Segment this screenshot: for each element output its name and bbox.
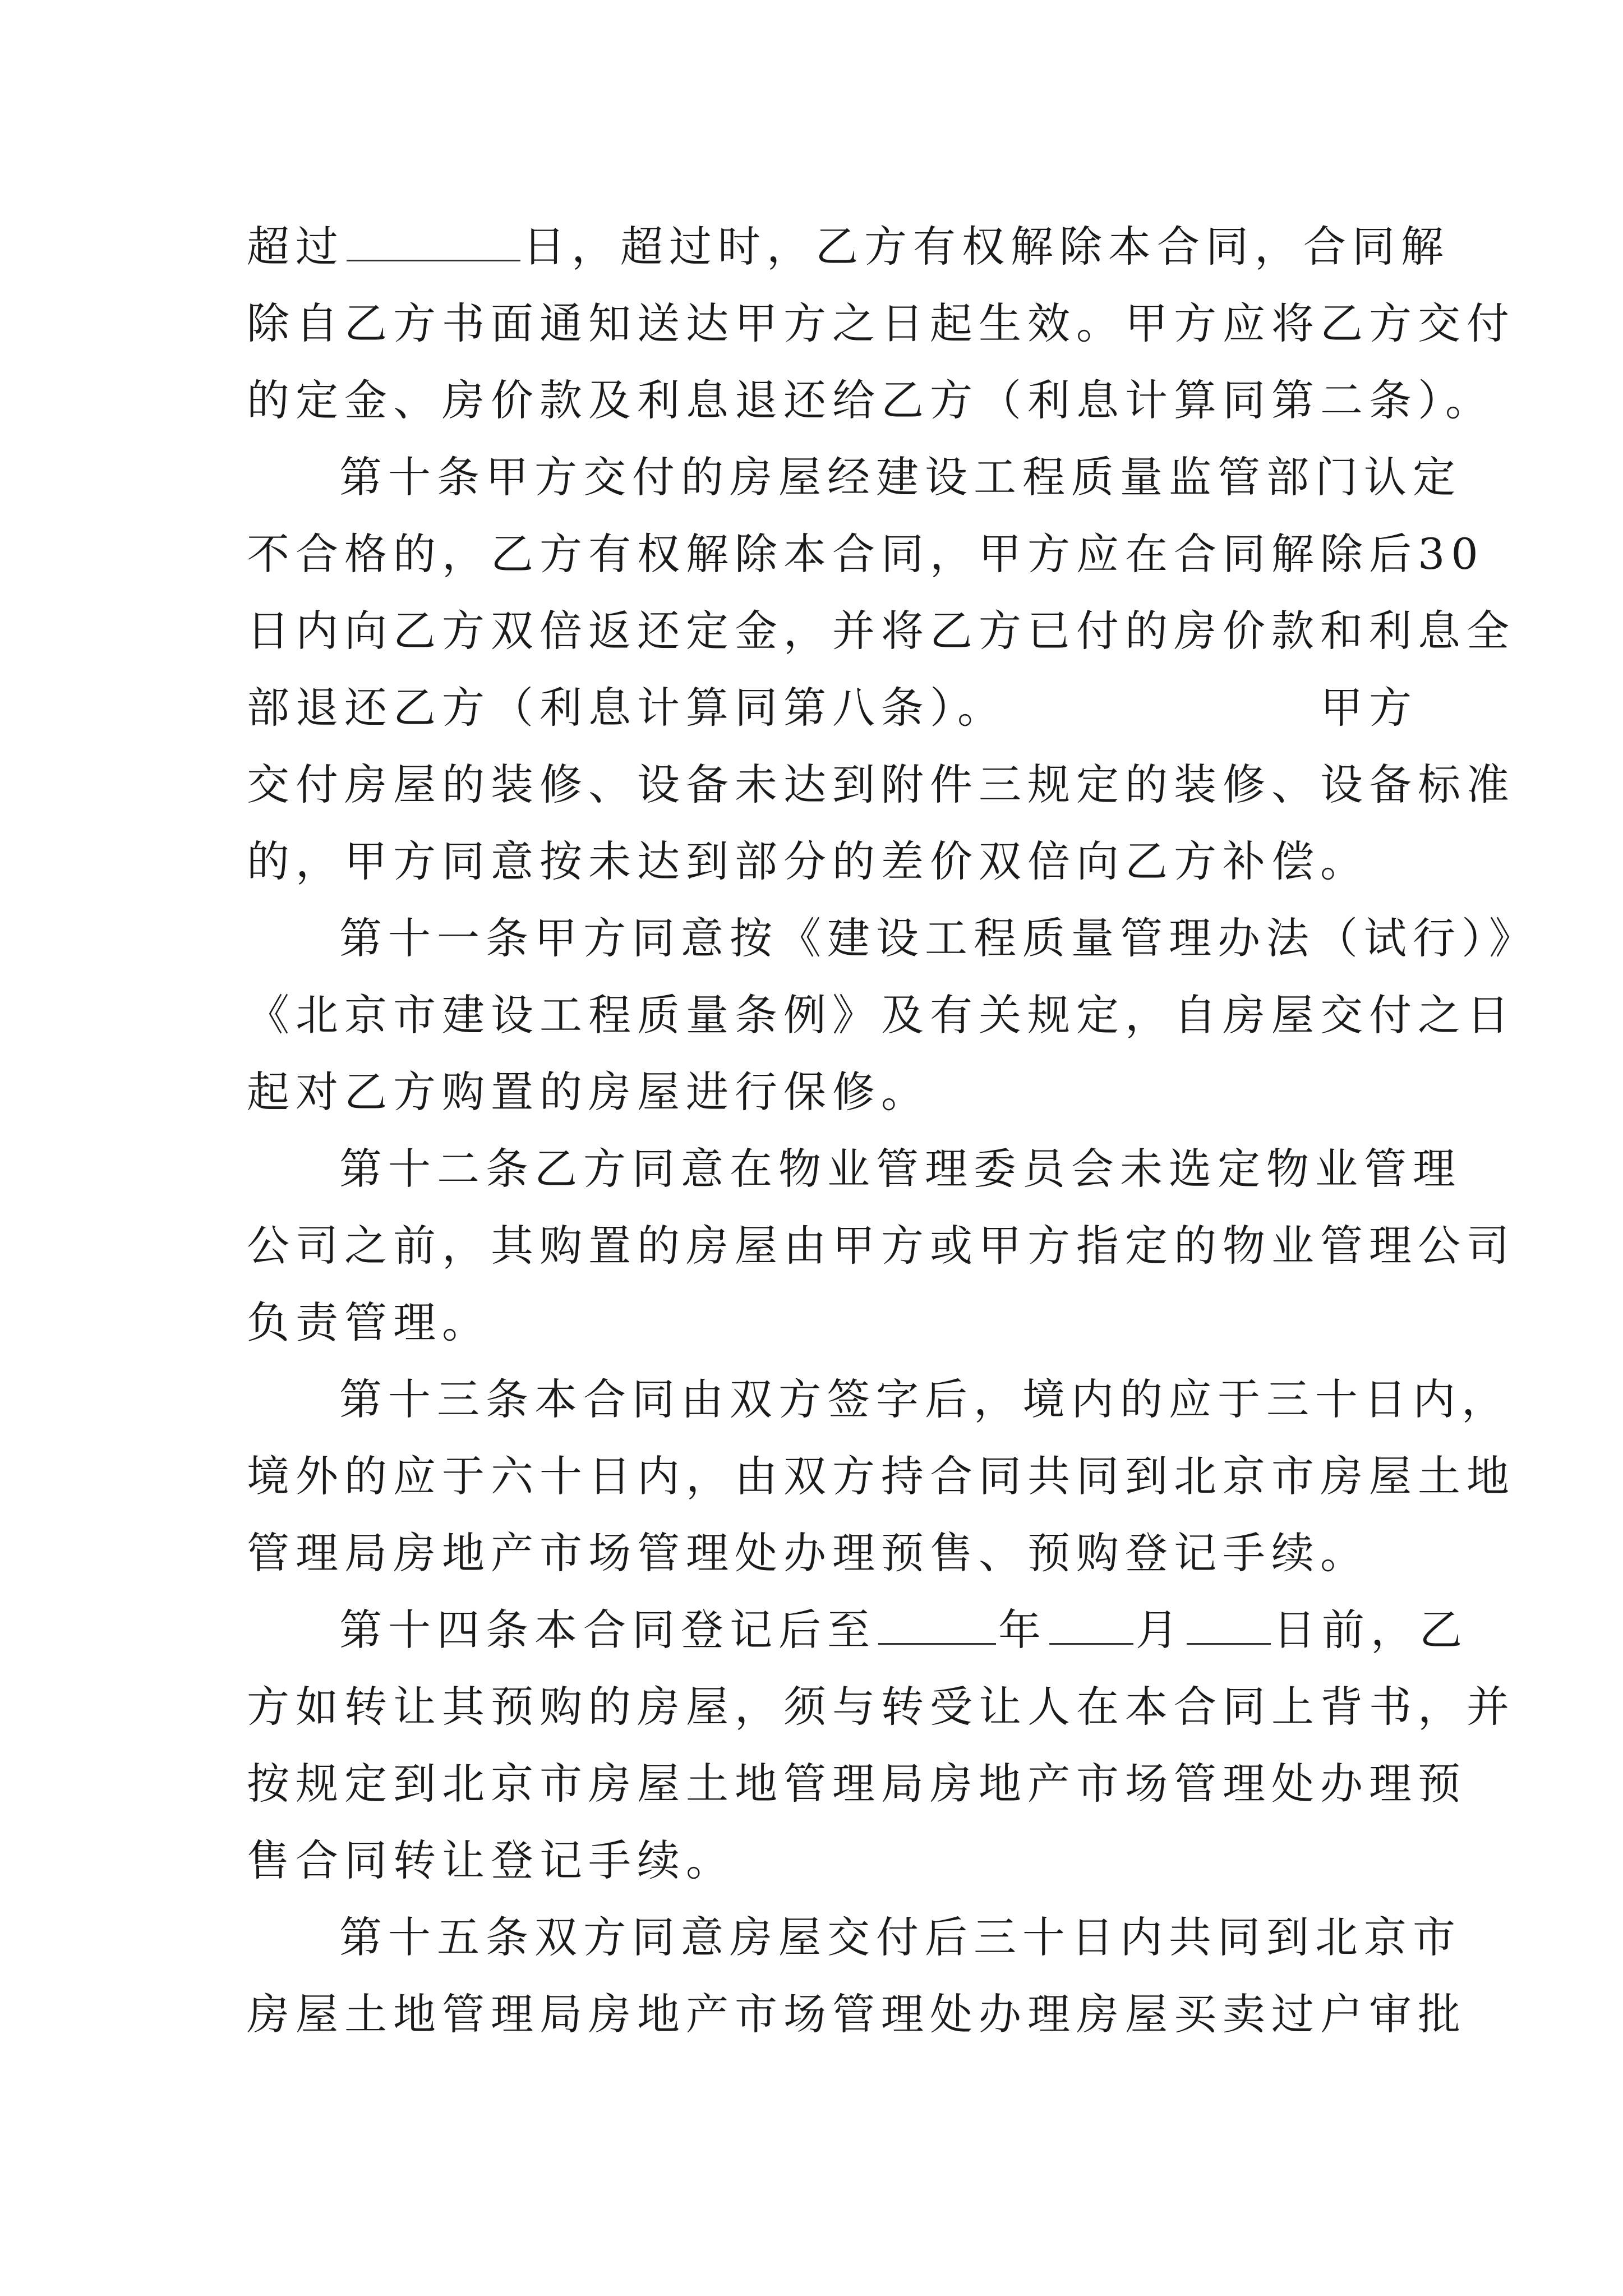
- text-segment: 超过: [247, 222, 344, 272]
- clause-10-line-5: 交付房屋的装修、设备未达到附件三规定的装修、设备标准: [247, 760, 1515, 809]
- text-segment: 日前，乙: [1273, 1605, 1468, 1655]
- clause-10-line-1: 第十条甲方交付的房屋经建设工程质量监管部门认定: [339, 452, 1461, 502]
- clause-9-line-2: 除自乙方书面通知送达甲方之日起生效。甲方应将乙方交付: [247, 298, 1515, 348]
- clause-12-line-2: 公司之前，其购置的房屋由甲方或甲方指定的物业管理公司: [247, 1221, 1515, 1271]
- clause-14-line-1: [339, 1596, 1468, 1664]
- text-segment: 月: [1136, 1605, 1184, 1655]
- clause-12-line-3: 负责管理。: [247, 1297, 491, 1347]
- clause-14-line-3: 按规定到北京市房屋土地管理局房地产市场管理处办理预: [247, 1759, 1467, 1809]
- clause-10-line-6: 的，甲方同意按未达到部分的差价双倍向乙方补偿。: [247, 836, 1369, 886]
- clause-9-line-1: [247, 213, 1450, 280]
- clause-10-line-4: [247, 674, 1418, 742]
- clause-11-line-2: 《北京市建设工程质量条例》及有关规定，自房屋交付之日: [247, 990, 1515, 1040]
- text-segment: 第十四条本合同登记后至: [339, 1605, 876, 1655]
- clause-14-line-4: 售合同转让登记手续。: [247, 1835, 735, 1885]
- clause-9-line-3: 的定金、房价款及利息退还给乙方（利息计算同第二条）。: [247, 375, 1494, 425]
- clause-15-line-2: 房屋土地管理局房地产市场管理处办理房屋买卖过户审批: [247, 1989, 1467, 2039]
- text-segment: 年: [998, 1605, 1047, 1655]
- text-segment: 甲方: [1320, 683, 1418, 733]
- clause-14-line-2: 方如转让其预购的房屋，须与转受让人在本合同上背书，并: [247, 1682, 1515, 1732]
- clause-15-line-1: 第十五条双方同意房屋交付后三十日内共同到北京市: [339, 1912, 1461, 1962]
- fill-in-blank-month[interactable]: [1049, 1607, 1133, 1645]
- clause-11-line-1: 第十一条甲方同意按《建设工程质量管理办法（试行）》: [339, 913, 1538, 963]
- clause-13-line-2: 境外的应于六十日内，由双方持合同共同到北京市房屋土地: [247, 1451, 1515, 1501]
- clause-11-line-3: 起对乙方购置的房屋进行保修。: [247, 1067, 930, 1117]
- text-segment: 日，超过时，乙方有权解除本合同，合同解: [523, 222, 1450, 272]
- text-segment: 部退还乙方（利息计算同第八条）。: [247, 683, 1006, 733]
- clause-10-line-3: 日内向乙方双倍返还定金，并将乙方已付的房价款和利息全: [247, 606, 1515, 656]
- clause-13-line-3: 管理局房地产市场管理处办理预售、预购登记手续。: [247, 1528, 1369, 1578]
- fill-in-blank-day[interactable]: [1187, 1607, 1271, 1645]
- fill-in-blank-year[interactable]: [878, 1607, 996, 1645]
- clause-13-line-1: 第十三条本合同由双方签字后，境内的应于三十日内，: [339, 1374, 1510, 1424]
- clause-10-line-2: 不合格的，乙方有权解除本合同，甲方应在合同解除后30: [247, 529, 1484, 579]
- fill-in-blank-days[interactable]: [347, 224, 520, 261]
- clause-12-line-1: 第十二条乙方同意在物业管理委员会未选定物业管理: [339, 1144, 1461, 1194]
